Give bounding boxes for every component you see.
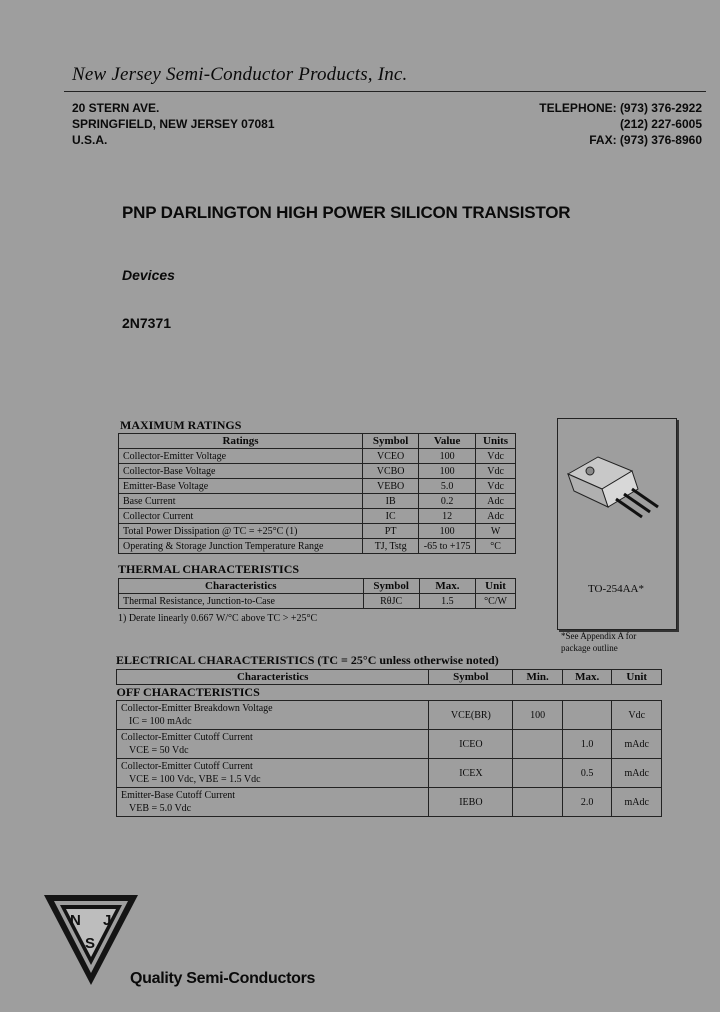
characteristic-symbol: ICEO [429,730,513,759]
rating-value: -65 to +175 [419,539,476,554]
table-row [119,524,516,539]
rating-name: Total Power Dissipation @ TC = +25°C (1) [119,524,363,539]
min-value [513,730,563,759]
package-note-line: package outline [561,643,618,653]
rating-name: Emitter-Base Voltage [119,479,363,494]
test-condition: VCE = 100 Vdc, VBE = 1.5 Vdc [129,774,261,785]
characteristic-name: Collector-Emitter Cutoff Current [121,732,253,743]
column-header: Symbol [363,579,419,594]
rating-symbol: VCBO [363,464,419,479]
table-row [119,479,516,494]
rating-name: Operating & Storage Junction Temperature Range [119,539,363,554]
max-value: 1.0 [562,730,612,759]
rating-name: Collector Current [119,509,363,524]
logo-letter: S [85,935,96,952]
min-value: 100 [513,701,563,730]
devices-label: Devices [122,267,175,283]
rating-symbol: PT [363,524,419,539]
electrical-heading: ELECTRICAL CHARACTERISTICS (TC = 25°C unless otherwise noted) [116,653,499,667]
max-ratings-table [118,433,516,554]
package-note-line: *See Appendix A for [561,631,637,641]
rating-value: 100 [419,449,476,464]
company-name: New Jersey Semi-Conductor Products, Inc. [72,64,408,85]
test-condition: IC = 100 mAdc [129,716,192,727]
address-line: SPRINGFIELD, NEW JERSEY 07081 [72,117,275,131]
tagline: Quality Semi-Conductors [130,970,316,987]
table-header-row [117,670,662,685]
column-header: Unit [476,579,516,594]
thermal-symbol: RθJC [363,594,419,609]
characteristic-symbol: IEBO [429,788,513,817]
rating-name: Collector-Emitter Voltage [119,449,363,464]
max-value: 2.0 [562,788,612,817]
table-row [119,449,516,464]
table-row [117,759,662,788]
logo-letter: J [103,912,112,929]
table-row [119,594,516,609]
rating-value: 12 [419,509,476,524]
table-row [117,788,662,817]
package-note [561,630,636,654]
rating-value: 0.2 [419,494,476,509]
off-characteristics-heading: OFF CHARACTERISTICS [117,685,662,701]
to254-package-icon [558,419,676,579]
max-value: 0.5 [562,759,612,788]
part-number: 2N7371 [122,315,172,331]
unit-value: Vdc [612,701,662,730]
unit-value: mAdc [612,759,662,788]
rating-value: 100 [419,524,476,539]
fax-line: FAX: (973) 376-8960 [589,133,702,147]
rating-symbol: TJ, Tstg [363,539,419,554]
column-header: Units [476,434,516,449]
electrical-table [116,669,662,817]
column-header: Characteristics [119,579,364,594]
thermal-table [118,578,516,609]
rating-unit: Vdc [476,479,516,494]
characteristic-name: Emitter-Base Cutoff Current [121,790,236,801]
rating-unit: Adc [476,509,516,524]
max-value [562,701,612,730]
rating-unit: Adc [476,494,516,509]
njs-logo-icon [42,893,140,987]
unit-value: mAdc [612,730,662,759]
thermal-name: Thermal Resistance, Junction-to-Case [119,594,364,609]
test-condition: VEB = 5.0 Vdc [129,803,192,814]
column-header: Min. [513,670,563,685]
rating-unit: °C [476,539,516,554]
rating-unit: Vdc [476,464,516,479]
characteristic-symbol: ICEX [429,759,513,788]
telephone-line: TELEPHONE: (973) 376-2922 [539,101,702,115]
table-row [119,464,516,479]
address-line: U.S.A. [72,133,108,147]
column-header: Symbol [363,434,419,449]
rating-symbol: IC [363,509,419,524]
unit-value: mAdc [612,788,662,817]
table-row [117,730,662,759]
table-row [119,509,516,524]
rating-symbol: IB [363,494,419,509]
rating-name: Collector-Base Voltage [119,464,363,479]
address-line: 20 STERN AVE. [72,101,160,115]
rating-value: 100 [419,464,476,479]
column-header: Symbol [429,670,513,685]
min-value [513,788,563,817]
logo-letter: N [70,912,81,929]
column-header: Max. [562,670,612,685]
rating-unit: Vdc [476,449,516,464]
table-row [117,701,662,730]
characteristic-symbol: VCE(BR) [429,701,513,730]
table-header-row [119,579,516,594]
derating-footnote: 1) Derate linearly 0.667 W/°C above TC > +25°C [118,613,318,624]
max-ratings-heading: MAXIMUM RATINGS [120,418,242,432]
header-divider [64,91,706,92]
company-contact [539,100,702,148]
company-address [72,100,275,148]
thermal-heading: THERMAL CHARACTERISTICS [118,562,300,576]
table-row [119,539,516,554]
package-label: TO-254AA* [587,583,644,595]
test-condition: VCE = 50 Vdc [129,745,189,756]
subheading-row [117,685,662,701]
thermal-unit: °C/W [476,594,516,609]
rating-symbol: VCEO [363,449,419,464]
rating-value: 5.0 [419,479,476,494]
thermal-value: 1.5 [419,594,475,609]
characteristic-name: Collector-Emitter Cutoff Current [121,761,253,772]
column-header: Ratings [119,434,363,449]
rating-name: Base Current [119,494,363,509]
table-header-row [119,434,516,449]
min-value [513,759,563,788]
column-header: Value [419,434,476,449]
table-row [119,494,516,509]
package-image-box [557,418,677,630]
column-header: Max. [419,579,475,594]
telephone-line: (212) 227-6005 [619,117,702,131]
page-title: PNP DARLINGTON HIGH POWER SILICON TRANSISTOR [122,203,571,222]
rating-unit: W [476,524,516,539]
column-header: Characteristics [117,670,429,685]
characteristic-name: Collector-Emitter Breakdown Voltage [121,703,273,714]
rating-symbol: VEBO [363,479,419,494]
column-header: Unit [612,670,662,685]
